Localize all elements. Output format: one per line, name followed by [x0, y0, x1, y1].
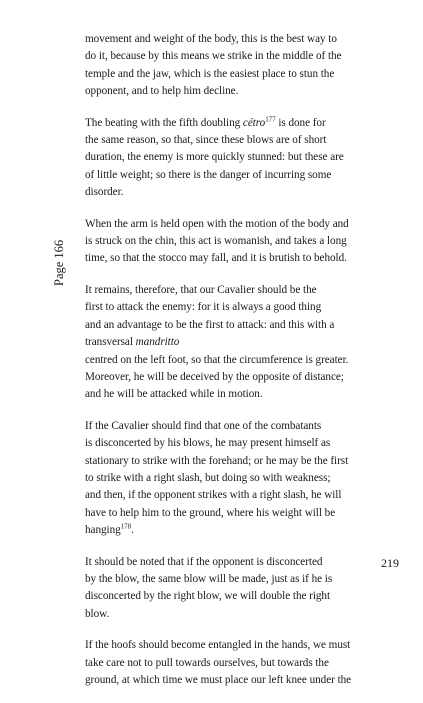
text-line: to strike with a right slash, but doing so with weakness; — [85, 471, 331, 484]
text-line: movement and weight of the body, this is the best way to — [85, 33, 337, 45]
page-number: 219 — [381, 556, 399, 570]
text-line: If the Cavalier should find that one of the combatants — [85, 419, 322, 432]
text-line: Moreover, he will be deceived by the opposite of distance; — [85, 370, 344, 383]
text-line: time, so that the stocco may fall, and it is brutish to behold. — [85, 252, 347, 265]
text-line: It should be noted that if the opponent is disconcerted — [85, 555, 323, 568]
paragraph-2 — [85, 115, 375, 202]
text-fragment: hanging — [85, 524, 121, 537]
text-line: ground, at which time we must place our left knee under the — [85, 674, 352, 686]
text-line: of little weight; so there is the danger of incurring some — [85, 168, 332, 181]
italic-term: mandritto — [135, 336, 180, 349]
text-line: and an advantage to be the first to attack: and this with a — [85, 318, 335, 331]
text-line: It remains, therefore, that our Cavalier should be the — [85, 283, 317, 296]
text-line: blow. — [85, 607, 110, 620]
text-line: duration, the enemy is more quickly stunned: but these are — [85, 151, 344, 164]
footnote-ref[interactable]: 177 — [265, 114, 276, 123]
text-fragment: is done for — [275, 116, 326, 129]
text-line: is struck on the chin, this act is womanish, and takes a long — [85, 235, 347, 248]
paragraph-3 — [85, 216, 375, 268]
text-line: opponent, and to help him decline. — [85, 85, 239, 98]
text-line: have to help him to the ground, where his weight will be — [85, 506, 336, 519]
italic-term: cétro — [242, 116, 266, 129]
text-line: disconcerted by the right blow, we will double the right — [85, 590, 331, 603]
running-head: Page 166 — [52, 239, 66, 286]
text-line: the same reason, so that, since these blows are of short — [85, 134, 327, 147]
text-line: centred on the left foot, so that the circumference is greater. — [85, 353, 349, 366]
text-line: do it, because by this means we strike in the middle of the — [85, 50, 342, 63]
text-line: by the blow, the same blow will be made, just as if he is — [85, 572, 333, 585]
text-line: disorder. — [85, 186, 124, 199]
text-fragment: transversal — [85, 336, 136, 349]
text-line: is disconcerted by his blows, he may present himself as — [85, 437, 331, 450]
text-line — [85, 522, 375, 539]
text-line: and then, if the opponent strikes with a right slash, he will — [85, 489, 342, 502]
paragraph-6 — [85, 554, 375, 624]
text-fragment: . — [131, 524, 134, 537]
text-line — [85, 334, 375, 351]
body-text — [85, 31, 375, 703]
text-line: stationary to strike with the forehand; or he may be the first — [85, 454, 349, 467]
text-line: and he will be attacked while in motion. — [85, 388, 263, 401]
text-line: If the hoofs should become entangled in the hands, we must — [85, 639, 351, 652]
text-line: take care not to pull towards ourselves, but towards the — [85, 656, 329, 669]
paragraph-7 — [85, 637, 375, 689]
text-fragment: The beating with the fifth doubling — [85, 116, 243, 129]
text-line — [85, 115, 375, 132]
paragraph-1 — [85, 31, 375, 101]
text-line: temple and the jaw, which is the easiest place to stun the — [85, 67, 335, 80]
text-line: first to attack the enemy: for it is always a good thing — [85, 301, 322, 314]
paragraph-5 — [85, 418, 375, 540]
text-line: When the arm is held open with the motion of the body and — [85, 217, 349, 230]
footnote-ref[interactable]: 178 — [120, 522, 132, 531]
paragraph-4 — [85, 282, 375, 404]
